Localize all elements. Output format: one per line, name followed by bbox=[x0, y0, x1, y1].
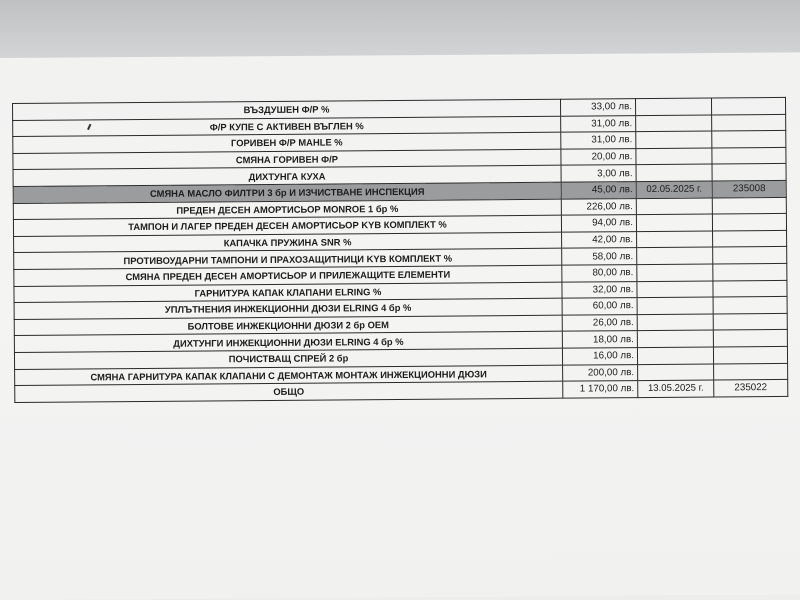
date-cell bbox=[637, 330, 713, 347]
item-name-cell: ТАМПОН И ЛАГЕР ПРЕДЕН ДЕСЕН АМОРТИСЬОР KYB КОМПЛЕКТ % bbox=[13, 215, 561, 236]
invoice-document bbox=[12, 97, 790, 403]
item-name-cell: СМЯНА ГАРНИТУРА КАПАК КЛАПАНИ С ДЕМОНТАЖ МОНТАЖ ИНЖЕКЦИОННИ ДЮЗИ bbox=[15, 365, 563, 386]
price-cell: 94,00 лв. bbox=[561, 215, 636, 232]
item-name-cell: СМЯНА МАСЛО ФИЛТРИ 3 бр И ИЗЧИСТВАНЕ ИНСПЕКЦИЯ bbox=[13, 182, 561, 203]
price-cell: 80,00 лв. bbox=[562, 265, 637, 282]
document-number-cell bbox=[712, 197, 786, 214]
document-number-cell bbox=[713, 313, 787, 330]
document-number-cell bbox=[712, 114, 786, 131]
date-cell bbox=[636, 214, 712, 231]
date-cell bbox=[637, 247, 713, 264]
date-cell bbox=[637, 297, 713, 314]
price-cell: 18,00 лв. bbox=[562, 331, 637, 348]
price-cell: 31,00 лв. bbox=[561, 132, 636, 149]
price-cell: 226,00 лв. bbox=[561, 198, 636, 215]
date-cell bbox=[637, 231, 713, 248]
item-name-cell: ДИХТУНГИ ИНЖЕКЦИОННИ ДЮЗИ ELRING 4 бр % bbox=[14, 331, 562, 352]
price-cell: 20,00 лв. bbox=[561, 148, 636, 165]
document-number-cell bbox=[712, 164, 786, 181]
document-number-cell: 235008 bbox=[712, 180, 786, 197]
date-cell: 02.05.2025 г. bbox=[636, 181, 712, 198]
document-number-cell bbox=[711, 97, 785, 114]
date-cell bbox=[636, 131, 712, 148]
date-cell bbox=[637, 281, 713, 298]
item-name-cell: Ф/Р КУПЕ С АКТИВЕН ВЪГЛЕН % bbox=[13, 116, 561, 137]
date-cell bbox=[636, 148, 712, 165]
document-number-cell bbox=[713, 297, 787, 314]
date-cell bbox=[636, 198, 712, 215]
document-number-cell bbox=[713, 280, 787, 297]
items-table-body bbox=[13, 97, 788, 402]
item-name-cell: ГАРНИТУРА КАПАК КЛАПАНИ ELRING % bbox=[14, 282, 562, 303]
item-name-cell: СМЯНА ГОРИВЕН Ф/Р bbox=[13, 149, 561, 170]
document-number-cell bbox=[712, 131, 786, 148]
price-cell: 200,00 лв. bbox=[563, 364, 638, 381]
price-cell: 31,00 лв. bbox=[561, 115, 636, 132]
item-name-cell: ОБЩО bbox=[15, 381, 563, 402]
date-cell bbox=[635, 98, 711, 115]
item-name-cell: ПРОТИВОУДАРНИ ТАМПОНИ И ПРАХОЗАЩИТНИЦИ KYB КОМПЛЕКТ % bbox=[14, 249, 562, 270]
document-number-cell: 235022 bbox=[714, 380, 788, 397]
date-cell bbox=[637, 264, 713, 281]
item-name-cell: БОЛТОВЕ ИНЖЕКЦИОННИ ДЮЗИ 2 бр OEM bbox=[14, 315, 562, 336]
date-cell: 13.05.2025 г. bbox=[638, 380, 714, 397]
item-name-cell: КАПАЧКА ПРУЖИНА SNR % bbox=[14, 232, 562, 253]
document-number-cell bbox=[714, 363, 788, 380]
item-name-cell: ДИХТУНГА КУХА bbox=[13, 166, 561, 187]
date-cell bbox=[636, 115, 712, 132]
price-cell: 58,00 лв. bbox=[562, 248, 637, 265]
price-cell: 1 170,00 лв. bbox=[563, 381, 638, 398]
price-cell: 16,00 лв. bbox=[562, 348, 637, 365]
item-name-cell: ПРЕДЕН ДЕСЕН АМОРТИСЬОР MONROE 1 бр % bbox=[13, 199, 561, 220]
item-name-cell: ВЪЗДУШЕН Ф/Р % bbox=[13, 99, 561, 120]
item-name-cell: СМЯНА ПРЕДЕН ДЕСЕН АМОРТИСЬОР И ПРИЛЕЖАЩИТЕ ЕЛЕМЕНТИ bbox=[14, 265, 562, 286]
date-cell bbox=[636, 164, 712, 181]
price-cell: 42,00 лв. bbox=[562, 231, 637, 248]
date-cell bbox=[637, 314, 713, 331]
price-cell: 33,00 лв. bbox=[560, 99, 635, 116]
item-name-cell: УПЛЪТНЕНИЯ ИНЖЕКЦИОННИ ДЮЗИ ELRING 4 бр % bbox=[14, 298, 562, 319]
date-cell bbox=[637, 347, 713, 364]
item-name-cell: ПОЧИСТВАЩ СПРЕЙ 2 бр bbox=[14, 348, 562, 369]
document-number-cell bbox=[712, 147, 786, 164]
items-table bbox=[12, 97, 788, 403]
price-cell: 32,00 лв. bbox=[562, 281, 637, 298]
document-number-cell bbox=[713, 247, 787, 264]
price-cell: 3,00 лв. bbox=[561, 165, 636, 182]
document-number-cell bbox=[712, 214, 786, 231]
price-cell: 45,00 лв. bbox=[561, 182, 636, 199]
document-number-cell bbox=[713, 263, 787, 280]
document-number-cell bbox=[713, 346, 787, 363]
price-cell: 26,00 лв. bbox=[562, 314, 637, 331]
document-number-cell bbox=[713, 330, 787, 347]
date-cell bbox=[638, 363, 714, 380]
document-number-cell bbox=[713, 230, 787, 247]
price-cell: 60,00 лв. bbox=[562, 298, 637, 315]
item-name-cell: ГОРИВЕН Ф/Р MAHLE % bbox=[13, 132, 561, 153]
